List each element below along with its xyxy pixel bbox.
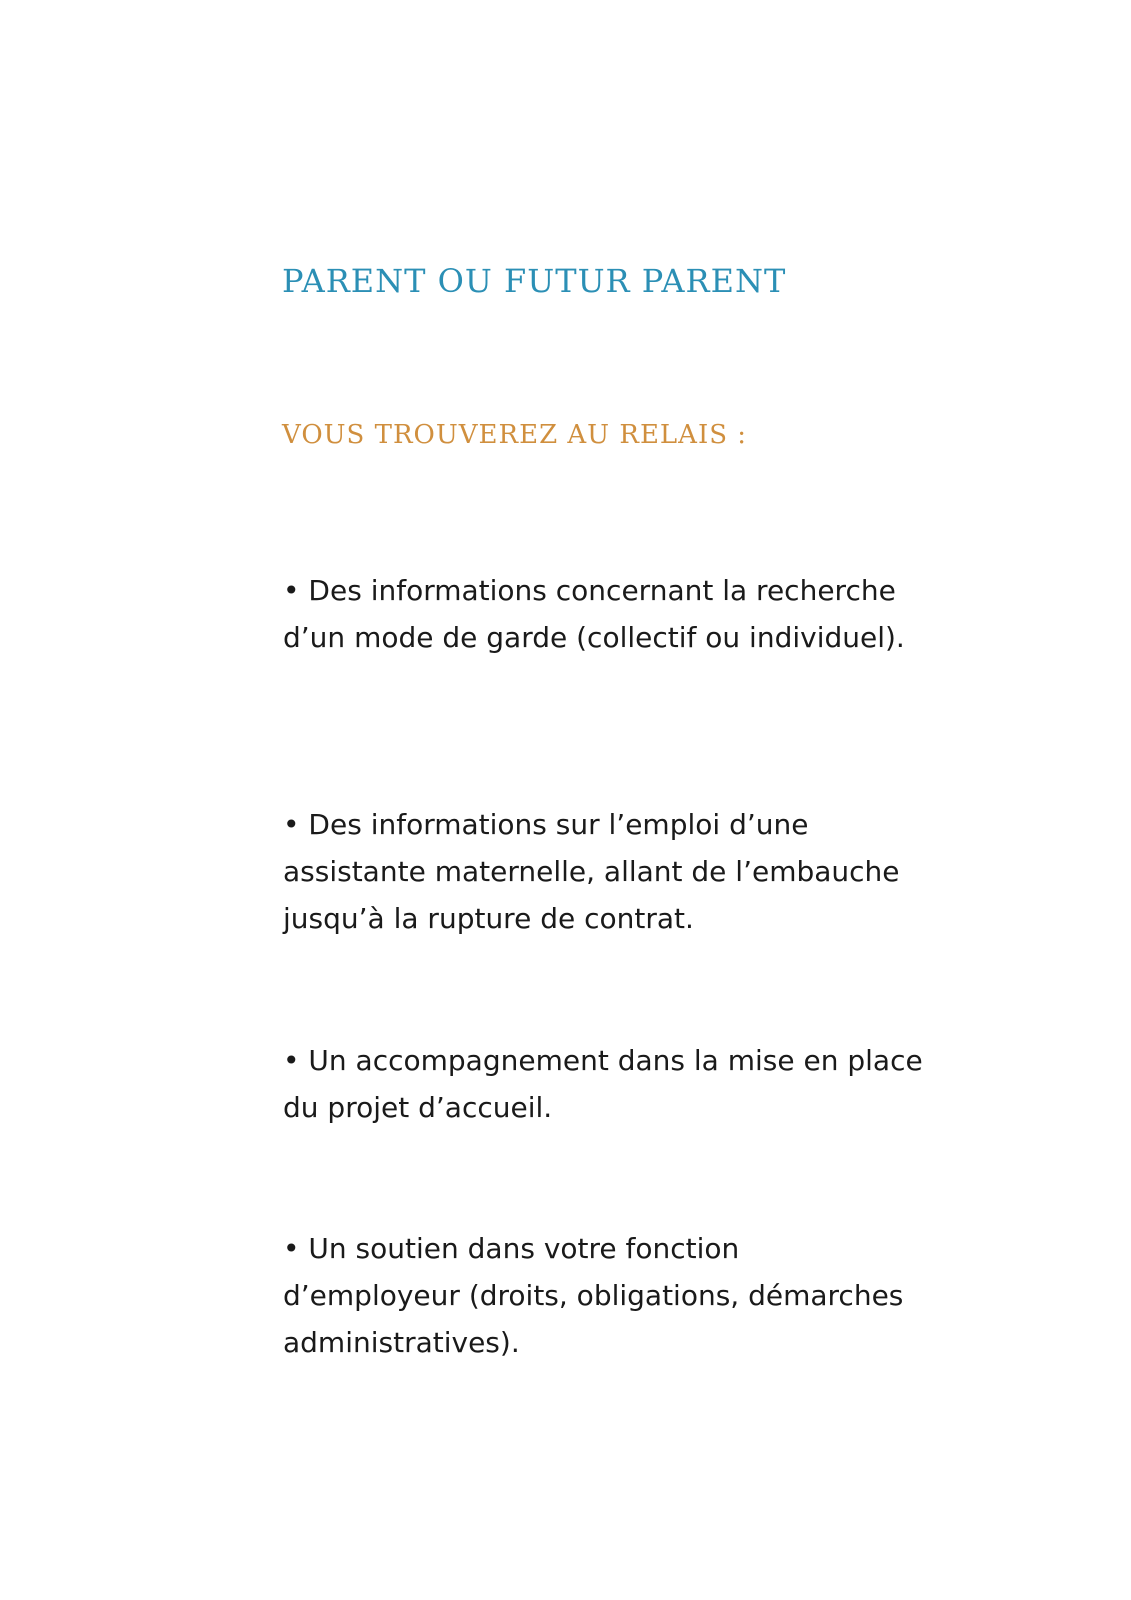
list-item: • Des informations concernant la recherche d’un mode de garde (collectif ou individuel). [283,574,905,654]
list-item: • Un accompagnement dans la mise en place du projet d’accueil. [283,1044,923,1124]
list-item: • Des informations sur l’emploi d’une assistante maternelle, allant de l’embauche jusqu’à la rupture de contrat. [283,808,900,935]
section-heading: VOUS TROUVEREZ AU RELAIS : [282,420,748,450]
document-title: PARENT OU FUTUR PARENT [282,262,787,300]
list-item: • Un soutien dans votre fonction d’employeur (droits, obligations, démarches administratives). [283,1232,904,1359]
